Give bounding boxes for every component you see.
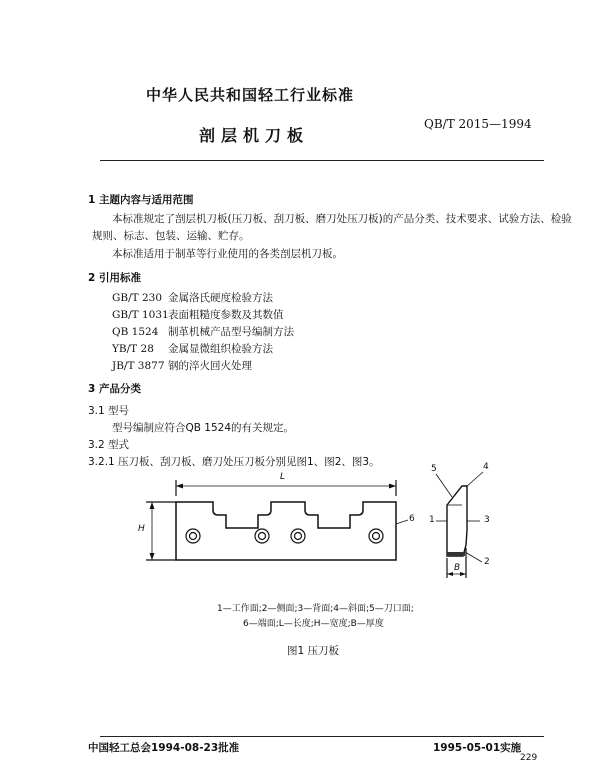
dimension-length [176, 480, 396, 496]
reference-title: 表面粗糙度参数及其数值 [168, 309, 284, 321]
callout-3: 3 [484, 515, 490, 525]
section-1-para2: 本标准适用于制革等行业使用的各类剖层机刀板。 [112, 248, 343, 260]
reference-title: 金属洛氏硬度检验方法 [168, 292, 273, 304]
dimension-height [146, 502, 176, 560]
label-height: H [138, 524, 145, 534]
callout-6: 6 [409, 514, 415, 524]
label-length: L [280, 472, 286, 482]
page-number: 229 [520, 753, 538, 763]
reference-code: QB 1524 [112, 326, 159, 338]
figure-legend-line1: 1—工作面;2—侧面;3—背面;4—斜面;5—刀口面; [217, 604, 414, 614]
callout-5: 5 [431, 464, 437, 474]
mounting-holes [186, 529, 383, 543]
figure-legend-line2: 6—端面;L—长度;H—宽度;B—厚度 [243, 619, 384, 629]
blade-plate-outline [176, 502, 396, 560]
section-3-1-text: 型号编制应符合QB 1524的有关规定。 [112, 422, 295, 434]
section-1-para1-line2: 规则、标志、包装、运输、贮存。 [92, 230, 250, 242]
section-1-para1-line1: 本标准规定了剖层机刀板(压刀板、刮刀板、磨刀处压刀板)的产品分类、技术要求、试验方法、检验 [112, 213, 572, 225]
section-3-heading: 3 产品分类 [88, 383, 141, 395]
reference-title: 制革机械产品型号编制方法 [168, 326, 294, 338]
callout-4: 4 [483, 462, 489, 472]
section-2-heading: 2 引用标准 [88, 272, 141, 284]
blade-section-profile [447, 486, 467, 556]
reference-code: YB/T 28 [112, 343, 154, 355]
label-thickness: B [454, 563, 461, 573]
standard-number: QB/T 2015—1994 [424, 117, 532, 131]
callout-2: 2 [484, 557, 490, 567]
doc-title: 剖层机刀板 [199, 126, 310, 145]
reference-code: GB/T 230 [112, 292, 163, 304]
reference-title: 金属显微组织检验方法 [168, 343, 273, 355]
section-hatch [447, 552, 465, 556]
reference-code: GB/T 1031 [112, 309, 169, 321]
reference-code: JB/T 3877 [112, 360, 165, 372]
approval-line: 中国轻工总会1994-08-23批准 [88, 742, 240, 754]
callout-1: 1 [429, 515, 435, 525]
org-title: 中华人民共和国轻工行业标准 [146, 86, 355, 104]
effective-date: 1995-05-01实施 [433, 742, 522, 754]
reference-title: 钢的淬火回火处理 [168, 360, 252, 372]
figure-caption: 图1 压刀板 [287, 645, 340, 657]
section-3-1-heading: 3.1 型号 [88, 405, 130, 417]
callout-leaders [436, 472, 483, 562]
section-3-2-1-text: 3.2.1 压刀板、刮刀板、磨刀处压刀板分别见图1、图2、图3。 [88, 456, 380, 468]
footer-divider [100, 736, 544, 737]
section-3-2-heading: 3.2 型式 [88, 439, 130, 451]
callout-leader-6 [396, 520, 408, 524]
section-1-heading: 1 主题内容与适用范围 [88, 194, 194, 206]
